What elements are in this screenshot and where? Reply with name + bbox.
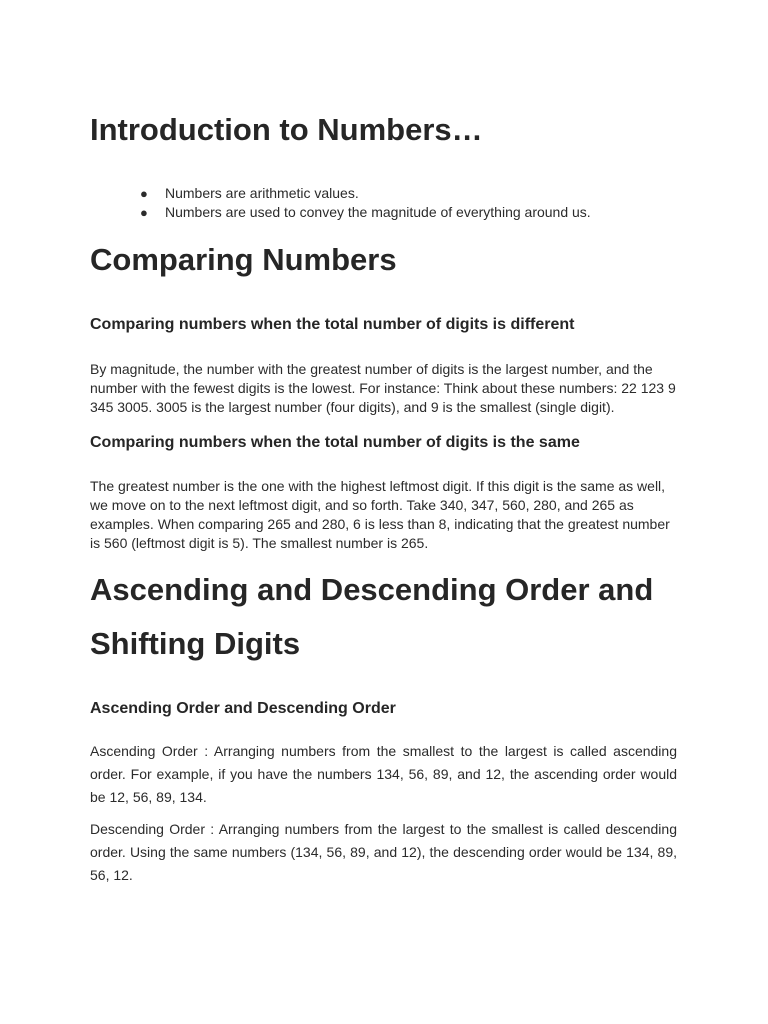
paragraph-same-digits: The greatest number is the one with the highest leftmost digit. If this digit is the same as well, we move on to the next leftmost digit, and so forth. Take 340, 347, 560, 280, and 265 as examples. When comparing 265 and 280, 6 is less than 8, indicating that the greatest number is 560 (leftmost digit is 5). The smallest number is 265. — [90, 478, 670, 551]
subheading-same-digits: Comparing numbers when the total number of digits is the same — [90, 434, 580, 451]
heading-comparing-numbers: Comparing Numbers — [90, 242, 397, 277]
list-item — [140, 203, 591, 222]
list-item-text: Numbers are arithmetic values. — [165, 185, 359, 201]
heading-introduction: Introduction to Numbers… — [90, 112, 483, 147]
paragraph-descending-order: Descending Order : Arranging numbers from the largest to the smallest is called descending order. Using the same numbers (134, 56, 89, and 12), the descending order would be 134, 89, 56, 12. — [90, 821, 677, 883]
list-item — [140, 184, 591, 203]
bullet-icon: ● — [140, 186, 148, 201]
paragraph-different-digits: By magnitude, the number with the greatest number of digits is the largest number, and the number with the fewest digits is the lowest. For instance: Think about these numbers: 22 123 9 345 3005. 3005 is the largest number (four digits), and 9 is the smallest (single digit). — [90, 361, 676, 415]
heading-ascending-descending: Ascending and Descending Order and Shifting Digits — [90, 572, 654, 661]
list-item-text: Numbers are used to convey the magnitude of everything around us. — [165, 204, 591, 220]
paragraph-ascending-order: Ascending Order : Arranging numbers from the smallest to the largest is called ascending order. For example, if you have the numbers 134, 56, 89, and 12, the ascending order would be 12, 56, 89, 134. — [90, 743, 677, 805]
subheading-different-digits: Comparing numbers when the total number of digits is different — [90, 316, 575, 333]
intro-bullet-list — [140, 184, 591, 222]
subheading-order: Ascending Order and Descending Order — [90, 700, 396, 717]
bullet-icon: ● — [140, 205, 148, 220]
